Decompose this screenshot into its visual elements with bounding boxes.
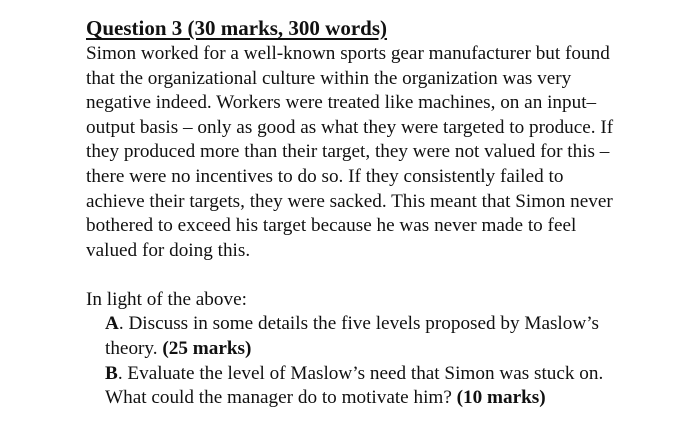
part-a-marks: (25 marks) — [162, 337, 252, 359]
scenario-line: that the organizational culture within the organization was very — [86, 67, 572, 89]
question-title: Question 3 (30 marks, 300 words) — [86, 16, 388, 40]
part-b-line-1 — [86, 362, 686, 387]
part-a-text-cont: theory. — [105, 337, 163, 359]
scenario-line: bothered to exceed his target because he was never made to feel — [86, 215, 577, 237]
part-a-line-1 — [86, 312, 686, 337]
part-b-text-cont: What could the manager do to motivate him? — [105, 387, 457, 409]
scenario-paragraph — [86, 42, 686, 263]
part-b-text: . Evaluate the level of Maslow’s need that Simon was stuck on. — [117, 362, 604, 384]
part-b-letter: B — [105, 362, 118, 384]
scenario-line: achieve their targets, they were sacked. This meant that Simon never — [86, 190, 613, 212]
scenario-line: they produced more than their target, they were not valued for this – — [86, 141, 610, 163]
scenario-line: output basis – only as good as what they were targeted to produce. If — [86, 116, 614, 138]
part-a-line-2 — [86, 337, 686, 362]
part-a-text: . Discuss in some details the five levels proposed by Maslow’s — [118, 313, 600, 335]
part-b-marks: (10 marks) — [456, 387, 546, 409]
scenario-line: there were no incentives to do so. If they consistently failed to — [86, 165, 564, 187]
part-b-line-2 — [86, 386, 686, 411]
task-intro: In light of the above: — [86, 288, 247, 310]
part-a-letter: A — [105, 313, 119, 335]
scenario-line: valued for doing this. — [86, 239, 251, 261]
question-document — [86, 14, 686, 411]
scenario-line: negative indeed. Workers were treated like machines, on an input– — [86, 92, 597, 114]
scenario-line: Simon worked for a well-known sports gear manufacturer but found — [86, 43, 610, 64]
task-section — [86, 288, 686, 411]
paragraph-spacer — [86, 263, 686, 287]
